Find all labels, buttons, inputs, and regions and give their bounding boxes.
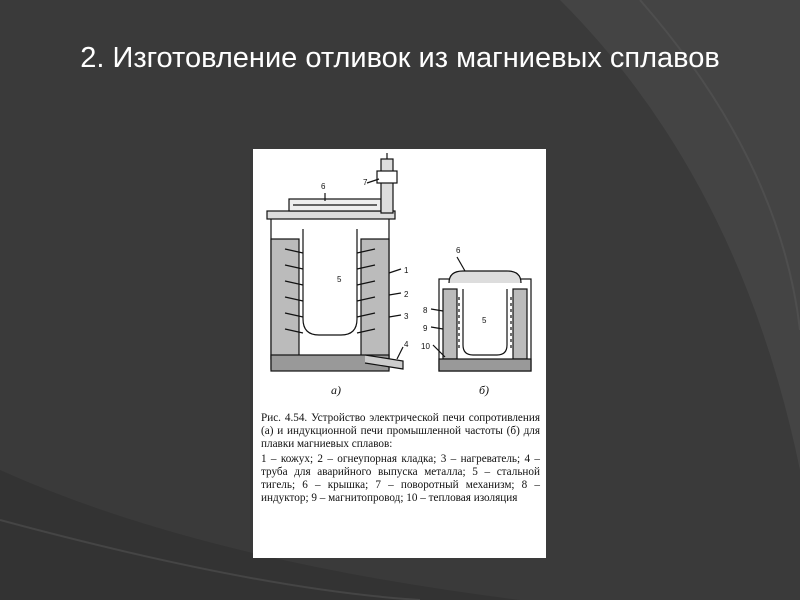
figure-panel [253,149,546,558]
callout-b-6: 6 [456,246,461,255]
caption-heading: Рис. 4.54. Устройство электрической печи сопротивления (а) и индукционной печи промышленной частоты (б) для плавки магниевых сплавов: [261,412,540,451]
subfigure-label-a: а) [331,383,341,397]
callout-a-7: 7 [363,178,368,187]
callout-a-1: 1 [404,266,409,275]
induction-furnace-drawing [431,257,531,371]
callout-a-3: 3 [404,312,409,321]
callout-a-6: 6 [321,182,326,191]
figure-caption [261,412,540,505]
callout-b-5: 5 [482,316,487,325]
callout-a-4: 4 [404,340,409,349]
callout-a-5: 5 [337,275,342,284]
resistance-furnace-drawing [267,153,403,371]
slide-title: 2. Изготовление отливок из магниевых сплавов [80,42,720,74]
callout-b-10: 10 [421,342,430,351]
callout-a-2: 2 [404,290,409,299]
callout-b-9: 9 [423,324,428,333]
caption-legend: 1 – кожух; 2 – огнеупорная кладка; 3 – нагреватель; 4 – труба для аварийного выпуска металла; 5 – стальной тигель; 6 – крышка; 7 – поворотный механизм; 8 – индуктор; 9 – магнитопровод; 10 – тепловая изоляция [261,452,540,505]
subfigure-label-b: б) [479,383,490,397]
callout-b-8: 8 [423,306,428,315]
furnace-diagram [253,149,546,409]
